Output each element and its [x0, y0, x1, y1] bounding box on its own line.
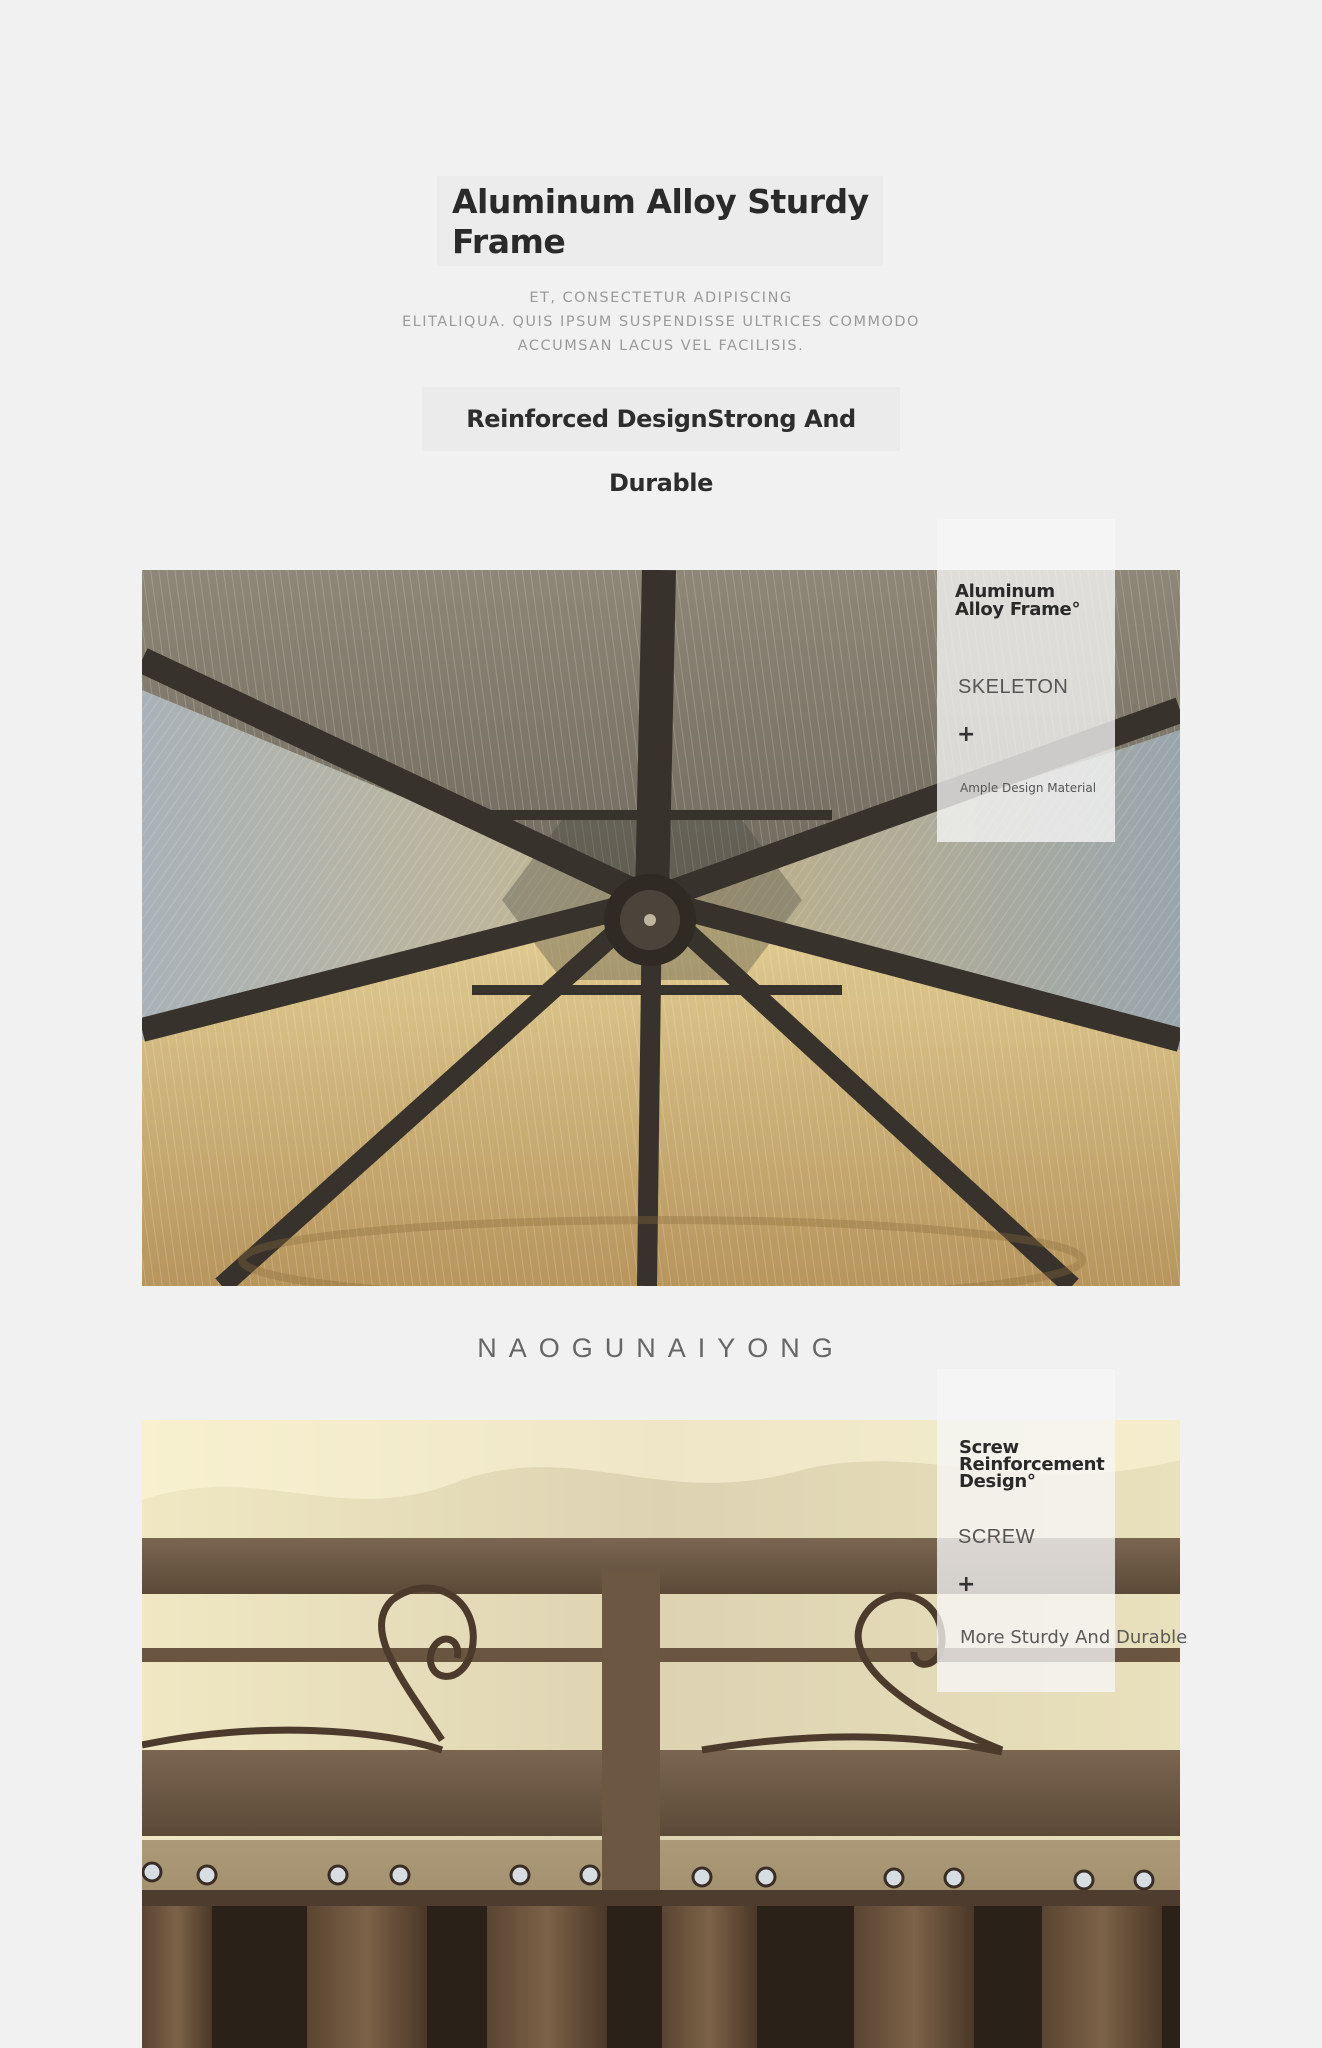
page-title: Aluminum Alloy Sturdy Frame — [452, 182, 869, 261]
subtitle-line: ACCUMSAN LACUS VEL FACILISIS. — [517, 338, 805, 354]
card-label: SKELETON — [958, 676, 1069, 698]
card-label: SCREW — [958, 1526, 1035, 1548]
subtitle-line: ET, CONSECTETUR ADIPISCING — [529, 290, 793, 306]
tagline-box — [422, 387, 900, 497]
plus-icon: + — [957, 1572, 976, 1597]
plus-icon: + — [957, 722, 976, 747]
divider-word: NAOGUNAIYONG — [477, 1333, 845, 1363]
subtitle-block — [380, 286, 942, 358]
screw-info-card — [937, 1369, 1188, 1692]
frame-info-card — [937, 519, 1115, 842]
card-title: Aluminum Alloy Frame° — [955, 581, 1081, 620]
card-note: More Sturdy And Durable — [960, 1627, 1188, 1648]
tagline: Reinforced DesignStrong And Durable — [466, 405, 856, 497]
card-note: Ample Design Material — [960, 781, 1097, 795]
subtitle-line: ELITALIQUA. QUIS IPSUM SUSPENDISSE ULTRICES COMMODO — [402, 314, 920, 330]
title-box — [437, 176, 883, 266]
card-title: Screw Reinforcement Design° — [959, 1437, 1105, 1492]
